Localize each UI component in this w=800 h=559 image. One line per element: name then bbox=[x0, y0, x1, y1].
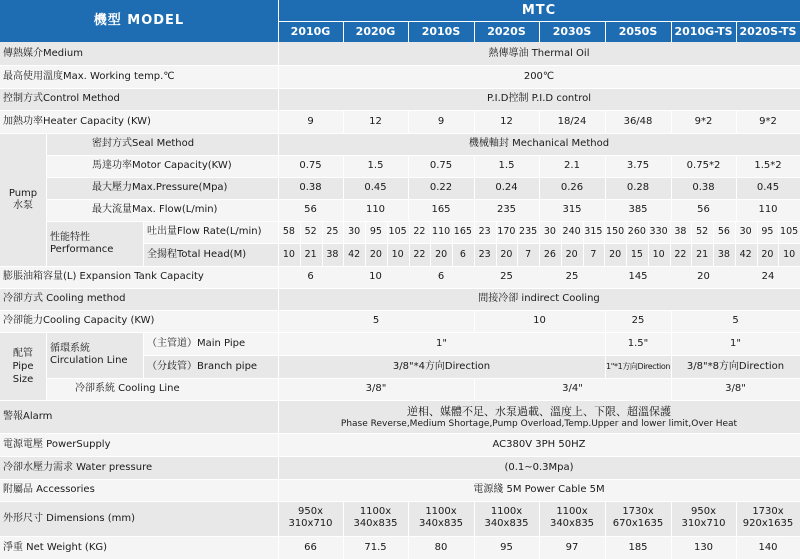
cooling-line-value: 3/4" bbox=[562, 383, 583, 394]
grid-line bbox=[408, 177, 409, 199]
flow-rate-value: 95 bbox=[761, 226, 774, 237]
branch-pipe-value: 3/8"*4方向Direction bbox=[392, 360, 491, 372]
pressure-value: 0.38 bbox=[299, 182, 322, 193]
grid-line bbox=[671, 355, 672, 378]
dimension-value-line2: 340x835 bbox=[549, 518, 595, 529]
grid-line bbox=[605, 310, 606, 332]
grid-line bbox=[343, 501, 344, 536]
flow-value: 56 bbox=[697, 204, 710, 215]
motor-value: 1.5 bbox=[367, 160, 384, 171]
pipe-group-label: 配管 Pipe Size bbox=[12, 347, 34, 385]
grid-line bbox=[539, 155, 540, 177]
flow-rate-value: 170 bbox=[497, 226, 516, 237]
model-column-header: 2010G-TS bbox=[671, 21, 736, 42]
grid-line bbox=[605, 536, 606, 559]
grid-line bbox=[671, 378, 672, 400]
model-column-header: 2010G bbox=[278, 21, 343, 42]
grid-line bbox=[671, 199, 672, 221]
weight-value: 66 bbox=[304, 541, 317, 553]
performance-label: 性能特性 Performance bbox=[50, 231, 114, 255]
dimension-value-line1: 1100x bbox=[425, 506, 457, 517]
motor-value: 3.75 bbox=[626, 160, 650, 171]
tank-label: 膨脹油箱容量(L) Expansion Tank Capacity bbox=[3, 271, 204, 282]
cooling-method-label: 冷卻方式 Cooling method bbox=[3, 293, 126, 304]
cooling-capacity-value: 5 bbox=[732, 315, 739, 326]
dimension-value-line1: 1730x bbox=[622, 506, 654, 517]
dimension-value-line1: 1100x bbox=[359, 506, 392, 517]
tank-value: 6 bbox=[307, 271, 314, 282]
total-head-value: 10 bbox=[282, 248, 295, 260]
flow-value: 165 bbox=[431, 204, 451, 215]
grid-line bbox=[0, 536, 800, 537]
grid-line bbox=[0, 88, 800, 89]
tank-value: 10 bbox=[369, 271, 382, 282]
flow-rate-label: 吐出量Flow Rate(L/min) bbox=[147, 226, 262, 237]
grid-line bbox=[0, 501, 800, 502]
flow-rate-value: 23 bbox=[478, 226, 491, 237]
grid-line bbox=[408, 110, 409, 133]
dimension-value-line1: 950x bbox=[690, 506, 716, 517]
weight-value: 130 bbox=[693, 541, 714, 553]
pressure-value: 0.38 bbox=[692, 182, 715, 193]
grid-line bbox=[408, 155, 409, 177]
grid-line bbox=[736, 21, 737, 42]
cooling-line-value: 3/8" bbox=[725, 383, 746, 394]
flow-rate-value: 30 bbox=[348, 226, 361, 237]
grid-line bbox=[474, 501, 475, 536]
grid-line bbox=[605, 110, 606, 133]
dimension-value-line2: 670x1635 bbox=[612, 518, 664, 529]
total-head-value: 20 bbox=[565, 248, 578, 260]
flow-label: 最大流量Max. Flow(L/min) bbox=[92, 204, 218, 215]
total-head-value: 10 bbox=[783, 248, 796, 260]
grid-line bbox=[605, 199, 606, 221]
heater-value: 9*2 bbox=[759, 115, 777, 127]
flow-rate-value: 260 bbox=[627, 226, 646, 237]
dimension-value-line1: 950x bbox=[297, 506, 323, 517]
alarm-label: 警報Alarm bbox=[3, 410, 53, 422]
weight-label: 淨重 Net Weight (KG) bbox=[3, 541, 108, 553]
tank-value: 25 bbox=[565, 271, 579, 282]
total-head-value: 42 bbox=[348, 248, 361, 260]
water-pressure-label: 冷卻水壓力需求 Water pressure bbox=[3, 461, 153, 473]
flow-rate-value: 165 bbox=[453, 226, 472, 237]
grid-line bbox=[144, 378, 800, 379]
control-value: P.I.D控制 P.I.D control bbox=[487, 93, 591, 104]
grid-line bbox=[539, 177, 540, 199]
weight-value: 80 bbox=[434, 541, 448, 553]
flow-value: 385 bbox=[628, 204, 648, 215]
grid-line bbox=[605, 21, 606, 42]
weight-value: 71.5 bbox=[364, 541, 387, 553]
max-temp-value: 200℃ bbox=[523, 70, 555, 82]
grid-line bbox=[474, 155, 475, 177]
pressure-value: 0.45 bbox=[756, 182, 780, 193]
grid-line bbox=[0, 266, 800, 267]
dimension-value-line2: 920x1635 bbox=[742, 518, 794, 529]
tank-value: 24 bbox=[761, 271, 775, 282]
total-head-value: 10 bbox=[652, 248, 665, 260]
grid-line bbox=[0, 456, 800, 457]
grid-line bbox=[671, 501, 672, 536]
dimension-value-line2: 310x710 bbox=[681, 518, 726, 529]
pressure-value: 0.22 bbox=[429, 182, 453, 193]
weight-value: 140 bbox=[758, 541, 778, 553]
grid-line bbox=[474, 21, 475, 42]
flow-value: 315 bbox=[562, 204, 582, 215]
cooling-line-label: 冷卻系統 Cooling Line bbox=[75, 383, 180, 394]
cooling-capacity-value: 25 bbox=[631, 315, 645, 326]
grid-line bbox=[408, 501, 409, 536]
grid-line bbox=[736, 110, 737, 133]
heater-value: 18/24 bbox=[557, 115, 587, 127]
total-head-value: 26 bbox=[543, 248, 556, 260]
motor-value: 0.75*2 bbox=[686, 160, 721, 171]
pressure-label: 最大壓力Max.Pressure(Mpa) bbox=[92, 182, 228, 193]
grid-line bbox=[144, 243, 800, 244]
motor-value: 2.1 bbox=[564, 160, 580, 171]
max-temp-label: 最高使用溫度Max. Working temp.℃ bbox=[3, 70, 175, 82]
model-column-header: 2020S bbox=[474, 21, 539, 42]
grid-line bbox=[671, 155, 672, 177]
grid-line bbox=[0, 65, 800, 66]
main-pipe-value: 1" bbox=[730, 337, 741, 349]
series-header: MTC bbox=[278, 0, 800, 21]
grid-line bbox=[671, 332, 672, 355]
grid-line bbox=[0, 400, 800, 401]
total-head-value: 7 bbox=[525, 248, 532, 260]
total-head-value: 21 bbox=[304, 248, 317, 260]
heater-value: 36/48 bbox=[623, 115, 653, 127]
grid-line bbox=[408, 21, 409, 42]
flow-value: 56 bbox=[304, 204, 317, 215]
flow-rate-value: 38 bbox=[674, 226, 687, 237]
power-label: 電源電壓 PowerSupply bbox=[3, 438, 111, 450]
pressure-value: 0.28 bbox=[626, 182, 650, 193]
grid-line bbox=[474, 378, 475, 400]
model-column-header: 2020G bbox=[343, 21, 408, 42]
flow-rate-value: 58 bbox=[282, 226, 295, 237]
model-header: 機型 MODEL bbox=[0, 0, 278, 42]
total-head-value: 7 bbox=[590, 248, 597, 260]
model-column-header: 2030S bbox=[539, 21, 605, 42]
total-head-value: 10 bbox=[391, 248, 404, 260]
grid-line bbox=[474, 199, 475, 221]
alarm-value-en: Phase Reverse,Medium Shortage,Pump Overload,Temp.Upper and lower limit,Over Heat bbox=[340, 419, 738, 429]
pressure-value: 0.45 bbox=[364, 182, 387, 193]
heater-value: 12 bbox=[500, 115, 513, 127]
dimension-value-line1: 1730x bbox=[752, 506, 784, 517]
grid-line bbox=[0, 332, 800, 333]
flow-rate-value: 105 bbox=[388, 226, 407, 237]
grid-line bbox=[47, 221, 800, 222]
heater-value: 9 bbox=[307, 115, 314, 127]
heater-value: 12 bbox=[369, 115, 382, 127]
accessories-label: 附屬品 Accessories bbox=[3, 484, 95, 495]
total-head-value: 15 bbox=[630, 248, 643, 260]
grid-line bbox=[736, 199, 737, 221]
grid-line bbox=[408, 536, 409, 559]
main-pipe-label: （主管道）Main Pipe bbox=[147, 337, 246, 349]
grid-line bbox=[671, 177, 672, 199]
flow-rate-value: 22 bbox=[413, 226, 426, 237]
flow-rate-value: 52 bbox=[304, 226, 317, 237]
main-pipe-value: 1.5" bbox=[627, 337, 649, 349]
grid-line bbox=[736, 155, 737, 177]
cooling-capacity-value: 10 bbox=[533, 315, 546, 326]
cooling-line-value: 3/8" bbox=[365, 383, 387, 394]
medium-value: 熱傳導油 Thermal Oil bbox=[488, 47, 590, 59]
heater-label: 加熱功率Heater Capacity (KW) bbox=[3, 115, 151, 127]
grid-line bbox=[736, 536, 737, 559]
model-column-header: 2010S bbox=[408, 21, 474, 42]
grid-line bbox=[671, 310, 672, 332]
pressure-value: 0.26 bbox=[560, 182, 584, 193]
branch-pipe-value: 1"*1方向Direction bbox=[606, 361, 670, 371]
weight-value: 185 bbox=[628, 541, 648, 553]
grid-line bbox=[605, 332, 606, 355]
motor-value: 0.75 bbox=[429, 160, 453, 171]
grid-line bbox=[0, 288, 800, 289]
flow-rate-value: 315 bbox=[584, 226, 603, 237]
grid-line bbox=[605, 155, 606, 177]
grid-line bbox=[343, 199, 344, 221]
heater-value: 9*2 bbox=[694, 115, 713, 127]
tank-value: 145 bbox=[628, 271, 648, 282]
seal-label: 密封方式Seal Method bbox=[92, 138, 195, 149]
flow-value: 235 bbox=[496, 204, 517, 215]
total-head-value: 20 bbox=[369, 248, 382, 260]
dimension-value-line2: 340x835 bbox=[418, 518, 464, 529]
grid-line bbox=[0, 110, 800, 111]
model-column-header: 2050S bbox=[605, 21, 671, 42]
flow-rate-value: 240 bbox=[562, 226, 581, 237]
total-head-value: 6 bbox=[459, 248, 466, 260]
grid-line bbox=[539, 199, 540, 221]
grid-line bbox=[539, 21, 540, 42]
total-head-value: 20 bbox=[500, 248, 513, 260]
dimensions-label: 外形尺寸 Dimensions (mm) bbox=[3, 512, 136, 524]
grid-line bbox=[278, 42, 279, 559]
total-head-value: 23 bbox=[478, 248, 491, 260]
grid-line bbox=[736, 177, 737, 199]
grid-line bbox=[605, 501, 606, 536]
grid-line bbox=[736, 501, 737, 536]
grid-line bbox=[0, 479, 800, 480]
total-head-label: 全揚程Total Head(M) bbox=[147, 248, 247, 260]
total-head-value: 38 bbox=[326, 248, 339, 260]
grid-line bbox=[474, 310, 475, 332]
tank-value: 6 bbox=[437, 271, 445, 282]
pump-group-label: Pump 水泵 bbox=[8, 187, 38, 211]
main-pipe-value: 1" bbox=[436, 337, 447, 349]
grid-line bbox=[539, 110, 540, 133]
grid-line bbox=[474, 110, 475, 133]
dimension-value-line2: 310x710 bbox=[288, 518, 333, 529]
accessories-value: 電源綫 5M Power Cable 5M bbox=[473, 484, 605, 495]
cooling-capacity-label: 冷卻能力Cooling Capacity (KW) bbox=[3, 315, 155, 326]
grid-line bbox=[408, 199, 409, 221]
cooling-capacity-value: 5 bbox=[372, 315, 380, 326]
grid-line bbox=[343, 177, 344, 199]
heater-value: 9 bbox=[437, 115, 445, 127]
grid-line bbox=[47, 155, 800, 156]
grid-line bbox=[474, 177, 475, 199]
seal-value: 機械軸封 Mechanical Method bbox=[468, 138, 610, 149]
model-column-header: 2020S-TS bbox=[736, 21, 800, 42]
dimension-value-line1: 1100x bbox=[556, 506, 588, 517]
medium-label: 傳熱媒介Medium bbox=[3, 47, 83, 59]
flow-rate-value: 56 bbox=[717, 226, 730, 237]
dimension-value-line2: 340x835 bbox=[484, 518, 529, 529]
grid-line bbox=[671, 21, 672, 42]
grid-line bbox=[343, 536, 344, 559]
grid-line bbox=[47, 199, 800, 200]
grid-line bbox=[47, 378, 144, 379]
water-pressure-value: (0.1~0.3Mpa) bbox=[504, 461, 574, 473]
flow-rate-value: 30 bbox=[543, 226, 556, 237]
flow-value: 110 bbox=[365, 204, 386, 215]
grid-line bbox=[0, 133, 800, 134]
grid-line bbox=[671, 110, 672, 133]
flow-rate-value: 150 bbox=[606, 226, 625, 237]
pressure-value: 0.24 bbox=[495, 182, 518, 193]
flow-value: 110 bbox=[758, 204, 778, 215]
grid-line bbox=[605, 355, 606, 378]
total-head-value: 20 bbox=[761, 248, 774, 260]
circulation-label: 循環系統 Circulation Line bbox=[50, 343, 128, 366]
flow-rate-value: 52 bbox=[696, 226, 709, 237]
weight-value: 95 bbox=[500, 541, 513, 553]
motor-value: 0.75 bbox=[299, 160, 322, 171]
grid-line bbox=[343, 155, 344, 177]
motor-value: 1.5 bbox=[498, 160, 515, 171]
dimension-value-line1: 1100x bbox=[490, 506, 523, 517]
flow-rate-value: 30 bbox=[739, 226, 752, 237]
flow-rate-value: 105 bbox=[780, 226, 799, 237]
grid-line bbox=[343, 21, 344, 42]
total-head-value: 20 bbox=[609, 248, 622, 260]
grid-line bbox=[671, 536, 672, 559]
motor-value: 1.5*2 bbox=[754, 160, 782, 171]
total-head-value: 22 bbox=[674, 248, 687, 260]
weight-value: 97 bbox=[565, 541, 579, 553]
grid-line bbox=[539, 501, 540, 536]
cooling-method-value: 間接冷卻 indirect Cooling bbox=[478, 293, 600, 304]
grid-line bbox=[474, 536, 475, 559]
tank-value: 20 bbox=[697, 271, 710, 282]
grid-line bbox=[605, 177, 606, 199]
total-head-value: 38 bbox=[717, 248, 730, 260]
total-head-value: 20 bbox=[435, 248, 448, 260]
dimension-value-line2: 340x835 bbox=[353, 518, 398, 529]
grid-line bbox=[0, 310, 800, 311]
alarm-value-zh: 逆相、媒體不足、水泵過載、溫度上、下限、超溫保護 bbox=[407, 405, 671, 418]
flow-rate-value: 25 bbox=[326, 226, 339, 237]
grid-line bbox=[47, 177, 800, 178]
grid-line bbox=[343, 110, 344, 133]
flow-rate-value: 330 bbox=[649, 226, 668, 237]
tank-value: 25 bbox=[500, 271, 513, 282]
flow-rate-value: 95 bbox=[369, 226, 382, 237]
total-head-value: 21 bbox=[696, 248, 709, 260]
total-head-value: 42 bbox=[739, 248, 752, 260]
grid-line bbox=[144, 355, 800, 356]
grid-line bbox=[0, 433, 800, 434]
branch-pipe-value: 3/8"*8方向Direction bbox=[686, 360, 785, 372]
motor-label: 馬達功率Motor Capacity(KW) bbox=[92, 160, 232, 171]
branch-pipe-label: （分歧管）Branch pipe bbox=[147, 360, 258, 372]
flow-rate-value: 110 bbox=[432, 226, 451, 237]
control-label: 控制方式Control Method bbox=[3, 93, 120, 104]
grid-line bbox=[539, 536, 540, 559]
flow-rate-value: 235 bbox=[519, 226, 538, 237]
total-head-value: 22 bbox=[413, 248, 426, 260]
power-value: AC380V 3PH 50HZ bbox=[492, 438, 586, 450]
